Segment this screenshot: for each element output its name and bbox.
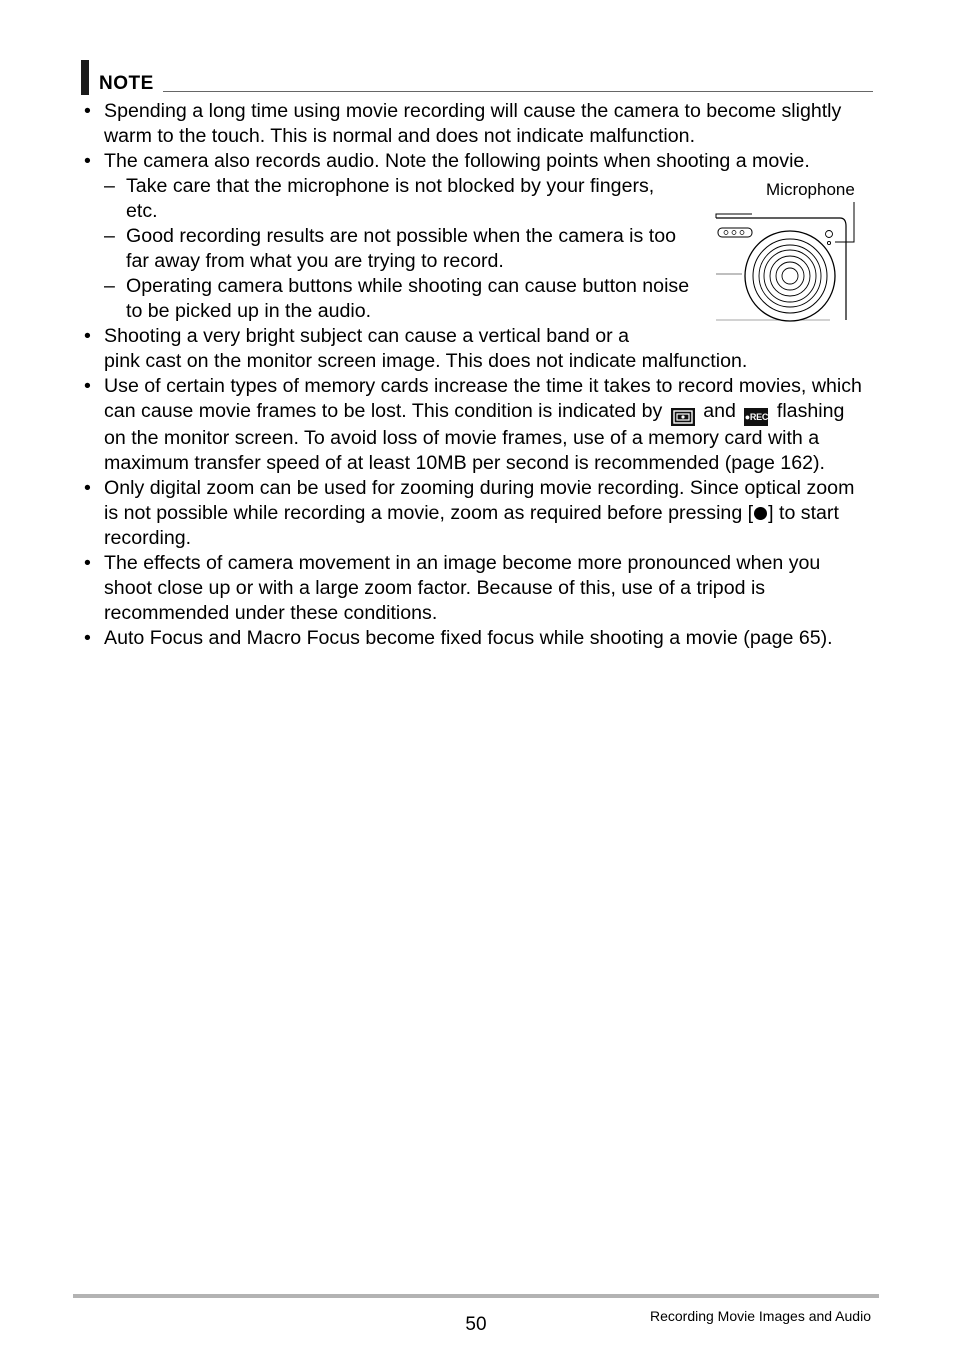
note-item-bright-subject (81, 324, 871, 374)
page-number: 50 (465, 1314, 487, 1335)
note-item-camera-movement (81, 551, 871, 626)
note-text: and (703, 400, 736, 422)
note-text: ] to start recording. (104, 502, 839, 549)
microphone-label: Microphone (766, 180, 855, 199)
camera-figure (712, 178, 872, 328)
note-item-fixed-focus (81, 626, 871, 651)
note-text: pink cast on the monitor screen image. This does not indicate malfunction. (104, 350, 748, 372)
memory-card-warning-icon (671, 408, 695, 426)
record-button-icon (754, 507, 767, 520)
note-text: The effects of camera movement in an image become more pronounced when you shoot close up or with a large zoom factor. Because of this, use of a tripod is recommended under these conditions. (104, 552, 821, 624)
note-text: Only digital zoom can be used for zooming during movie recording. Since optical zoom is not possible while recording a movie, zoom as required before pressing [ (104, 477, 855, 524)
note-divider (163, 91, 873, 92)
sub-text: Operating camera buttons while shooting can cause button noise to be picked up in the audio. (126, 275, 690, 322)
note-label: NOTE (99, 73, 154, 94)
note-item-warm (81, 99, 871, 149)
camera-illustration (712, 178, 872, 328)
note-text: Use of certain types of memory cards increase the time it takes to record movies, which can cause movie frames to be lost. This condition is indicated by (104, 375, 862, 422)
note-item-digital-zoom (81, 476, 871, 551)
audio-sublist (104, 174, 690, 324)
note-item-memory-card (81, 374, 871, 476)
note-text: flashing on the monitor screen. To avoid loss of movie frames, use of a memory card with a maximum transfer speed of at least 10MB per second is recommended (page 162). (104, 400, 845, 474)
sub-item-distance (104, 224, 686, 274)
note-marker-bar (81, 60, 89, 95)
rec-icon: ●REC (744, 408, 768, 426)
note-text: Shooting a very bright subject can cause a vertical band or a (104, 325, 629, 347)
sub-text: Take care that the microphone is not blocked by your fingers, etc. (126, 175, 655, 222)
sub-item-button-noise (104, 274, 690, 324)
note-text: Auto Focus and Macro Focus become fixed focus while shooting a movie (page 65). (104, 627, 833, 649)
note-header (81, 60, 873, 96)
footer-divider (73, 1294, 879, 1298)
section-title: Recording Movie Images and Audio (649, 1308, 871, 1324)
note-text: Spending a long time using movie recording will cause the camera to become slightly warm to the touch. This is normal and does not indicate malfunction. (104, 100, 842, 147)
note-text: The camera also records audio. Note the following points when shooting a movie. (104, 150, 810, 172)
sub-text: Good recording results are not possible when the camera is too far away from what you are trying to record. (126, 225, 677, 272)
sub-item-microphone (104, 174, 686, 224)
